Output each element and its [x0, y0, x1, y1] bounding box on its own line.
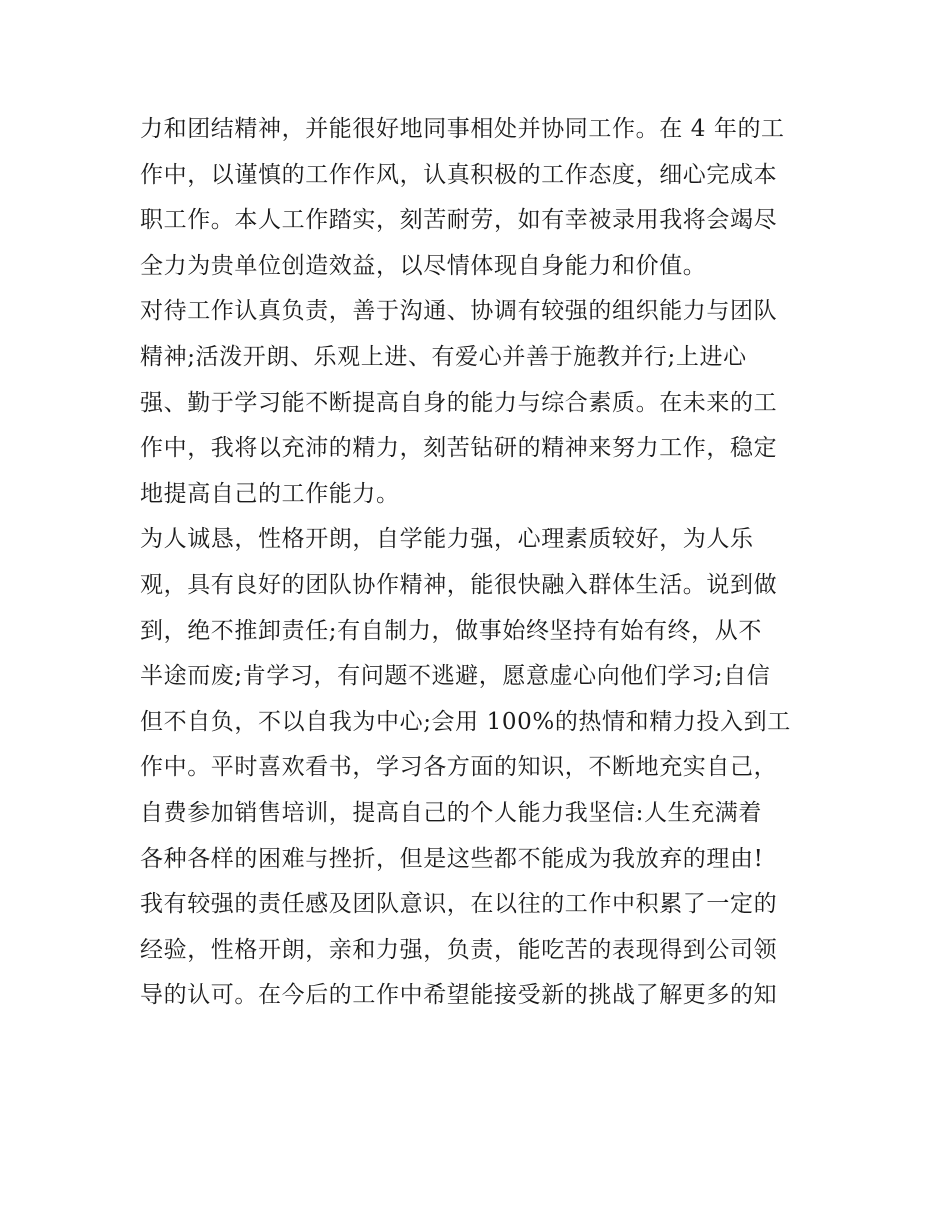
text-line: 我有较强的责任感及团队意识，在以往的工作中积累了一定的 [140, 891, 778, 918]
paragraph-4 [140, 882, 840, 1019]
text-line: 为人诚恳，性格开朗，自学能力强，心理素质较好，为人乐 [140, 526, 754, 553]
text-line: 地提高自己的工作能力。 [140, 480, 400, 507]
text-line: 力和团结精神，并能很好地同事相处并协同工作。在 4 年的工 [140, 116, 785, 142]
text-line: 作中。平时喜欢看书，学习各方面的知识，不断地充实自己， [140, 754, 778, 781]
document-body [140, 107, 840, 1019]
text-line: 导的认可。在今后的工作中希望能接受新的挑战了解更多的知 [140, 982, 778, 1009]
text-line: 观，具有良好的团队协作精神，能很快融入群体生活。说到做 [140, 571, 778, 598]
text-line: 作中，我将以充沛的精力，刻苦钻研的精神来努力工作，稳定 [140, 435, 778, 462]
text-line: 对待工作认真负责，善于沟通、协调有较强的组织能力与团队 [140, 298, 778, 325]
paragraph-3 [140, 517, 840, 882]
paragraph-1 [140, 107, 840, 289]
text-line: 自费参加销售培训，提高自己的个人能力我坚信:人生充满着 [140, 799, 762, 826]
paragraph-2 [140, 289, 840, 517]
text-line: 但不自负，不以自我为中心;会用 100%的热情和精力投入到工 [140, 708, 791, 735]
text-line: 各种各样的困难与挫折，但是这些都不能成为我放弃的理由! [140, 845, 764, 872]
text-line: 强、勤于学习能不断提高自身的能力与综合素质。在未来的工 [140, 389, 778, 416]
text-line: 到，绝不推卸责任;有自制力，做事始终坚持有始有终，从不 [140, 617, 762, 644]
text-line: 精神;活泼开朗、乐观上进、有爱心并善于施教并行;上进心 [140, 343, 747, 370]
text-line: 作中，以谨慎的工作作风，认真积极的工作态度，细心完成本 [140, 161, 778, 188]
text-line: 半途而废;肯学习，有问题不逃避，愿意虚心向他们学习;自信 [140, 663, 771, 690]
text-line: 经验，性格开朗，亲和力强，负责，能吃苦的表现得到公司领 [140, 936, 778, 963]
text-line: 职工作。本人工作踏实，刻苦耐劳，如有幸被录用我将会竭尽 [140, 207, 778, 234]
text-line: 全力为贵单位创造效益，以尽情体现自身能力和价值。 [140, 252, 707, 279]
